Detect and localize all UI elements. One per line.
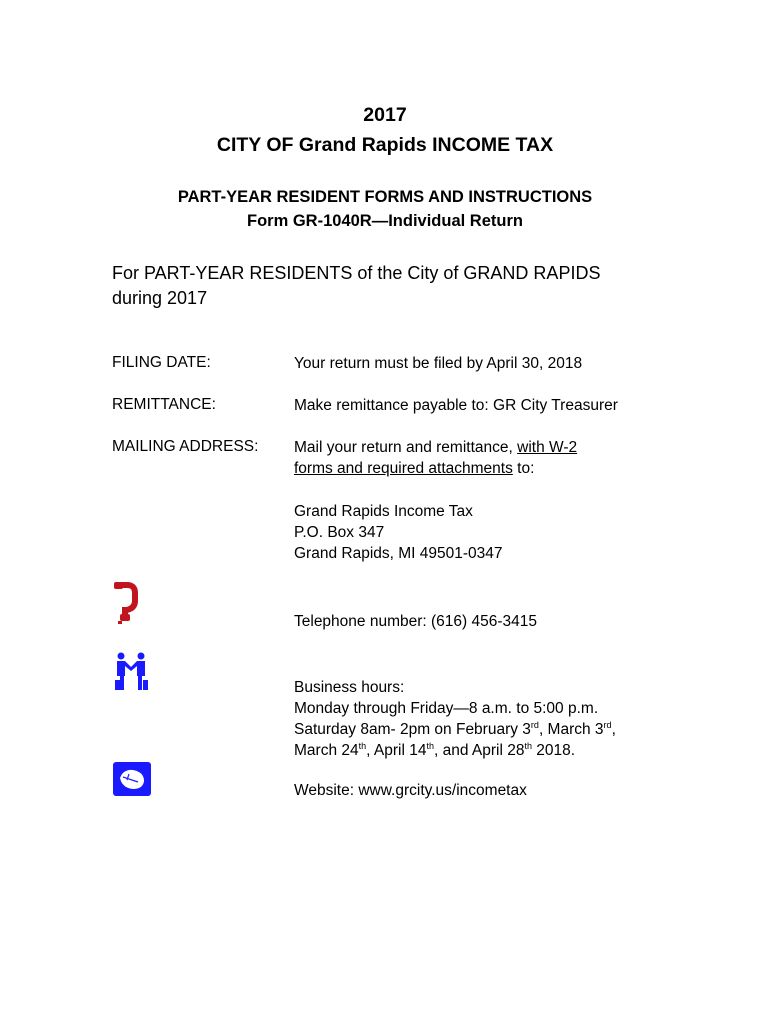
mailing-to-text: to: bbox=[512, 460, 535, 477]
mailing-line-1-text: Mail your return and remittance, bbox=[294, 439, 518, 456]
saturday-text-3: , bbox=[611, 721, 616, 738]
intro-line-1: For PART-YEAR RESIDENTS of the City of GRAND RAPIDS bbox=[112, 263, 601, 283]
ordinal-suffix: th bbox=[358, 741, 367, 751]
telephone-icon bbox=[112, 582, 138, 626]
saturday-text-1: Saturday 8am- 2pm on February 3 bbox=[294, 721, 531, 738]
tax-year: 2017 bbox=[363, 104, 407, 126]
website-link[interactable]: Website: www.grcity.us/incometax bbox=[294, 782, 527, 799]
page-title: CITY OF Grand Rapids INCOME TAX bbox=[216, 134, 554, 156]
dates-text-1: March 24 bbox=[294, 742, 359, 759]
mailing-w2-text: with W-2 bbox=[517, 439, 578, 456]
mailing-line-2 bbox=[294, 458, 534, 479]
filing-date-value: Your return must be filed by April 30, 2018 bbox=[294, 355, 583, 372]
dates-text-2: , April 14 bbox=[366, 742, 427, 759]
ordinal-suffix: rd bbox=[530, 720, 539, 730]
business-hours-label: Business hours: bbox=[294, 679, 405, 696]
mailing-address-label: MAILING ADDRESS: bbox=[112, 438, 259, 455]
remittance-label: REMITTANCE: bbox=[112, 396, 216, 413]
business-hours-saturday bbox=[294, 719, 616, 740]
address-line-1: Grand Rapids Income Tax bbox=[294, 503, 473, 520]
remittance-value: Make remittance payable to: GR City Treasurer bbox=[294, 397, 618, 414]
intro-line-2: during 2017 bbox=[112, 288, 208, 308]
business-hours-dates bbox=[294, 740, 575, 761]
form-name: Form GR-1040R—Individual Return bbox=[247, 212, 523, 230]
page-subtitle: PART-YEAR RESIDENT FORMS AND INSTRUCTIONS bbox=[177, 188, 593, 206]
address-line-3: Grand Rapids, MI 49501-0347 bbox=[294, 545, 503, 562]
filing-date-label: FILING DATE: bbox=[112, 354, 211, 371]
ordinal-suffix: th bbox=[426, 741, 434, 751]
dates-text-4: 2018. bbox=[531, 742, 576, 759]
mailing-line-1 bbox=[294, 437, 577, 458]
people-meeting-icon bbox=[112, 652, 150, 692]
ordinal-suffix: th bbox=[524, 741, 532, 751]
business-hours-weekday: Monday through Friday—8 a.m. to 5:00 p.m. bbox=[294, 700, 599, 717]
saturday-text-2: , March 3 bbox=[538, 721, 604, 738]
dates-text-3: , and April 28 bbox=[433, 742, 525, 759]
computer-mouse-icon bbox=[113, 762, 151, 796]
address-line-2: P.O. Box 347 bbox=[294, 524, 385, 541]
telephone-number: Telephone number: (616) 456-3415 bbox=[294, 613, 538, 630]
ordinal-suffix: rd bbox=[603, 720, 612, 730]
mailing-attachments-text: forms and required attachments bbox=[294, 460, 513, 477]
